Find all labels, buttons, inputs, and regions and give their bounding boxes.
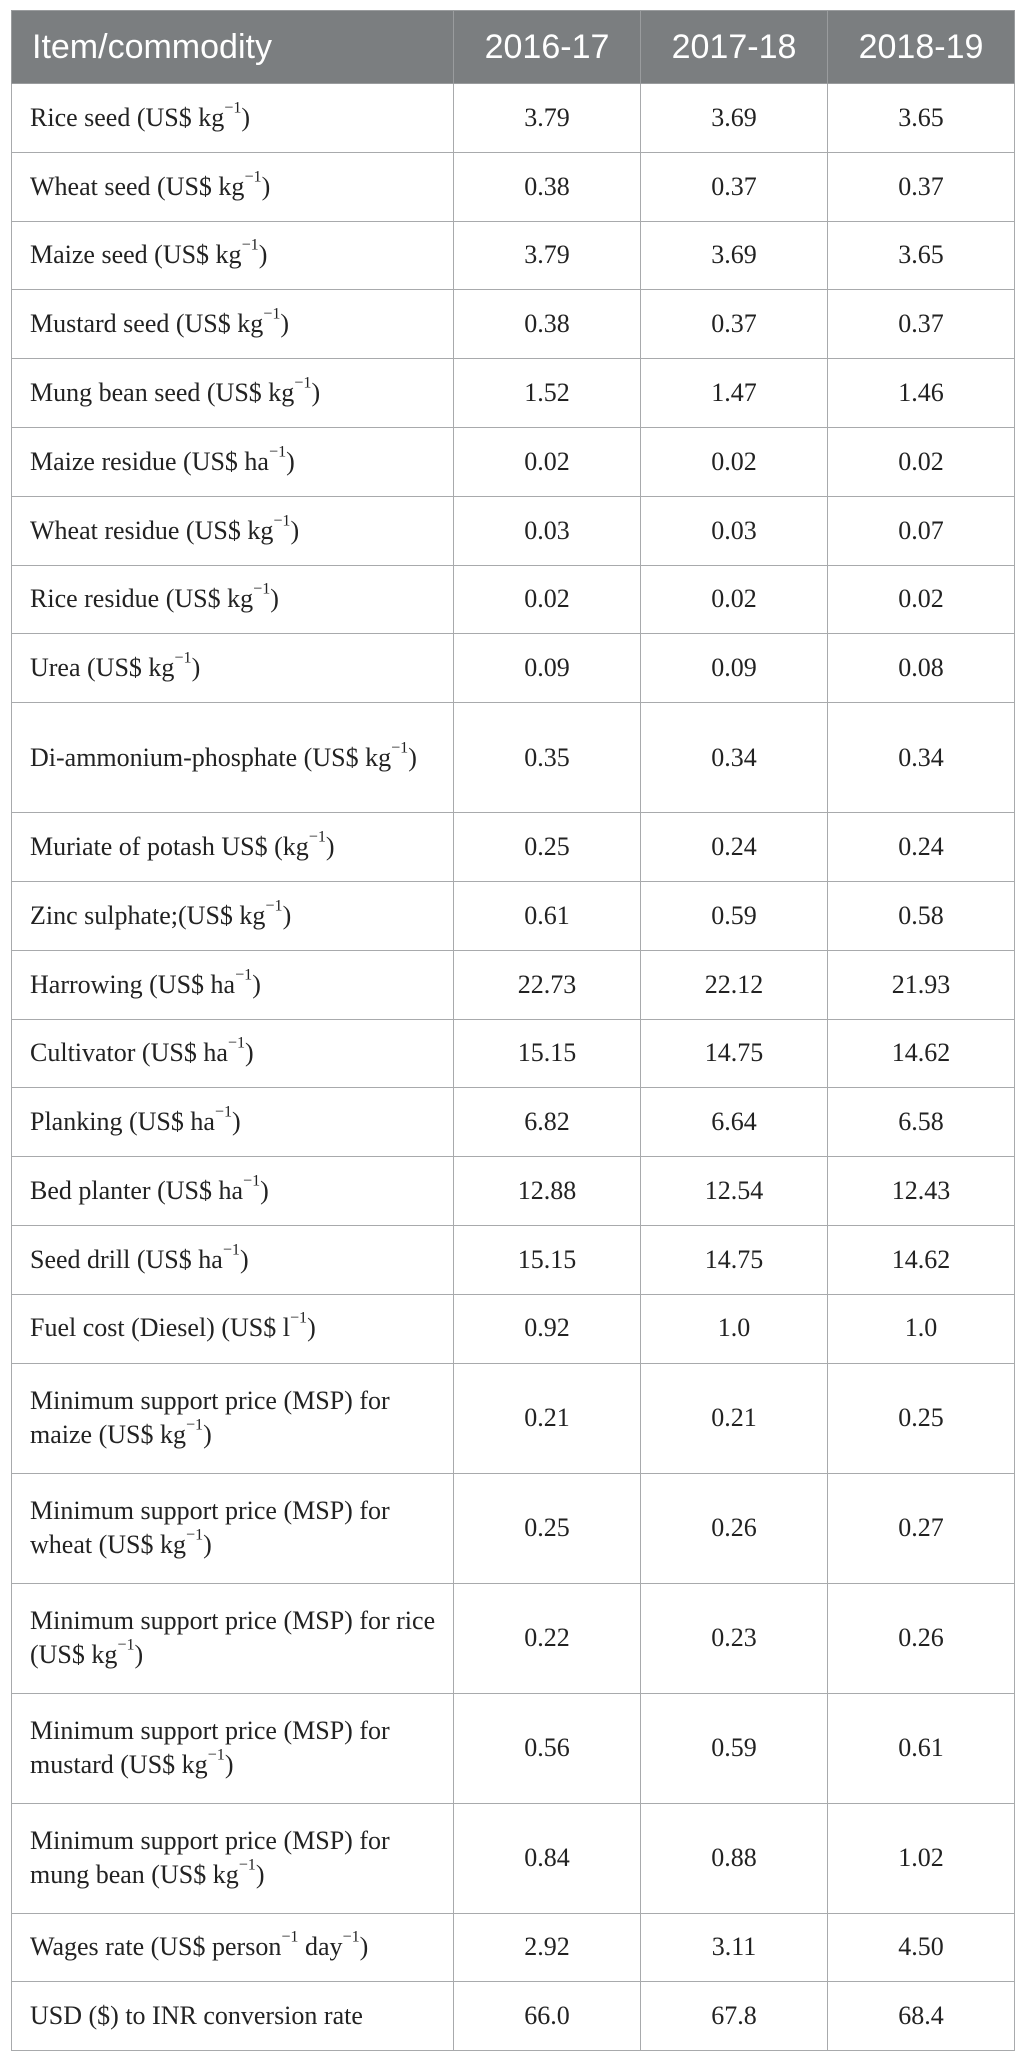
cell-value-2018-19: 14.62 — [828, 1019, 1015, 1088]
table-row — [12, 1913, 1015, 1982]
unit-exponent: −1 — [289, 1309, 308, 1327]
item-text: Wheat residue (US$ kg — [30, 515, 274, 545]
cell-value-2018-19: 0.27 — [828, 1473, 1015, 1583]
cell-value-2017-18: 3.69 — [641, 84, 828, 153]
table-body — [12, 84, 1015, 2051]
item-text: Zinc sulphate;(US$ kg — [30, 900, 266, 930]
cell-value-2016-17: 0.03 — [454, 496, 641, 565]
unit-exponent: −1 — [235, 965, 253, 983]
cell-item — [12, 1019, 454, 1088]
cell-value-2016-17: 0.84 — [454, 1803, 641, 1913]
table-header — [12, 11, 1015, 84]
cell-value-2017-18: 0.24 — [641, 813, 828, 882]
unit-exponent: −1 — [224, 99, 242, 117]
cell-item — [12, 634, 454, 703]
cell-value-2016-17: 0.92 — [454, 1294, 641, 1363]
cell-value-2017-18: 0.37 — [641, 290, 828, 359]
commodity-price-table — [11, 10, 1015, 2051]
cell-value-2016-17: 0.09 — [454, 634, 641, 703]
table-row — [12, 703, 1015, 813]
cell-value-2017-18: 3.69 — [641, 221, 828, 290]
cell-value-2017-18: 1.47 — [641, 359, 828, 428]
cell-value-2017-18: 0.23 — [641, 1583, 828, 1693]
table-row — [12, 1583, 1015, 1693]
cell-value-2018-19: 0.02 — [828, 427, 1015, 496]
item-text: ) — [258, 240, 268, 270]
table-row — [12, 152, 1015, 221]
table-row — [12, 359, 1015, 428]
item-text: ) — [224, 1750, 234, 1780]
unit-exponent: −1 — [238, 1856, 256, 1874]
item-text: day — [298, 1932, 343, 1962]
table-row — [12, 1294, 1015, 1363]
item-text: ) — [203, 1530, 212, 1560]
cell-value-2016-17: 66.0 — [454, 1982, 641, 2051]
unit-exponent: −1 — [268, 443, 287, 461]
cell-item — [12, 881, 454, 950]
item-text: ) — [252, 969, 261, 999]
cell-value-2018-19: 68.4 — [828, 1982, 1015, 2051]
cell-value-2016-17: 3.79 — [454, 221, 641, 290]
cell-value-2018-19: 12.43 — [828, 1157, 1015, 1226]
cell-item — [12, 813, 454, 882]
item-text: ) — [241, 102, 251, 132]
unit-exponent: −1 — [308, 828, 326, 846]
unit-exponent: −1 — [243, 1172, 261, 1190]
cell-value-2017-18: 0.02 — [641, 565, 828, 634]
table-row — [12, 1693, 1015, 1803]
unit-exponent: −1 — [241, 236, 259, 254]
item-text: USD ($) to INR conversion rate — [30, 2001, 363, 2031]
cell-value-2016-17: 0.25 — [454, 1473, 641, 1583]
unit-exponent: −1 — [185, 1416, 204, 1434]
cell-value-2017-18: 67.8 — [641, 1982, 828, 2051]
item-text: ) — [290, 515, 300, 545]
cell-value-2018-19: 21.93 — [828, 950, 1015, 1019]
table-row — [12, 881, 1015, 950]
header-row — [12, 11, 1015, 84]
table-row — [12, 496, 1015, 565]
item-text: Cultivator (US$ ha — [30, 1038, 228, 1068]
cell-value-2016-17: 0.25 — [454, 813, 641, 882]
item-text: Wheat seed (US$ kg — [30, 171, 245, 201]
table-row — [12, 1982, 1015, 2051]
unit-exponent: −1 — [174, 649, 192, 667]
item-text: Minimum support price (MSP) for wheat (US$ kg — [30, 1495, 390, 1560]
item-text: ) — [191, 653, 201, 683]
cell-value-2017-18: 14.75 — [641, 1019, 828, 1088]
cell-item — [12, 1693, 454, 1803]
unit-exponent: −1 — [273, 511, 291, 529]
item-text: ) — [203, 1420, 212, 1450]
cell-value-2017-18: 0.59 — [641, 1693, 828, 1803]
table-row — [12, 1157, 1015, 1226]
table-row — [12, 290, 1015, 359]
table-row — [12, 1225, 1015, 1294]
cell-value-2017-18: 6.64 — [641, 1088, 828, 1157]
cell-item — [12, 1913, 454, 1982]
cell-value-2016-17: 0.02 — [454, 565, 641, 634]
item-text: Minimum support price (MSP) for rice (US$ kg — [30, 1605, 436, 1670]
table-container — [11, 10, 1015, 2051]
cell-item — [12, 1982, 454, 2051]
item-text: Rice residue (US$ kg — [30, 584, 254, 614]
item-text: Bed planter (US$ ha — [30, 1175, 244, 1205]
item-text: Muriate of potash US$ (kg — [30, 831, 309, 861]
table-row — [12, 1019, 1015, 1088]
cell-value-2017-18: 0.37 — [641, 152, 828, 221]
table-row — [12, 1473, 1015, 1583]
cell-value-2016-17: 12.88 — [454, 1157, 641, 1226]
cell-value-2016-17: 0.35 — [454, 703, 641, 813]
item-text: Minimum support price (MSP) for mung bean (US$ kg — [30, 1825, 390, 1890]
unit-exponent: −1 — [214, 1103, 233, 1121]
table-row — [12, 1088, 1015, 1157]
unit-exponent: −1 — [185, 1526, 204, 1544]
cell-value-2017-18: 0.34 — [641, 703, 828, 813]
item-text: ) — [325, 831, 335, 861]
cell-value-2018-19: 0.37 — [828, 152, 1015, 221]
table-row — [12, 1803, 1015, 1913]
table-row — [12, 565, 1015, 634]
cell-value-2016-17: 0.56 — [454, 1693, 641, 1803]
table-row — [12, 1363, 1015, 1473]
cell-value-2017-18: 0.88 — [641, 1803, 828, 1913]
item-text: ) — [408, 742, 417, 772]
cell-value-2018-19: 6.58 — [828, 1088, 1015, 1157]
cell-value-2018-19: 0.34 — [828, 703, 1015, 813]
item-text: Mung bean seed (US$ kg — [30, 377, 295, 407]
cell-item — [12, 221, 454, 290]
table-row — [12, 634, 1015, 703]
cell-value-2016-17: 0.38 — [454, 290, 641, 359]
table-row — [12, 950, 1015, 1019]
cell-value-2016-17: 0.38 — [454, 152, 641, 221]
table-row — [12, 84, 1015, 153]
item-text: Minimum support price (MSP) for maize (US$ kg — [30, 1385, 390, 1450]
cell-item — [12, 565, 454, 634]
cell-item — [12, 703, 454, 813]
item-text: Urea (US$ kg — [30, 653, 175, 683]
item-text: ) — [307, 1313, 316, 1343]
item-text: Maize seed (US$ kg — [30, 240, 242, 270]
item-text: Maize residue (US$ ha — [30, 446, 269, 476]
cell-value-2018-19: 3.65 — [828, 221, 1015, 290]
cell-value-2018-19: 1.02 — [828, 1803, 1015, 1913]
cell-value-2017-18: 0.26 — [641, 1473, 828, 1583]
cell-value-2016-17: 0.61 — [454, 881, 641, 950]
unit-exponent: −1 — [391, 738, 409, 756]
item-text: ) — [134, 1640, 144, 1670]
cell-item — [12, 290, 454, 359]
item-text: Planking (US$ ha — [30, 1107, 215, 1137]
item-text: ) — [270, 584, 279, 614]
item-text: Wages rate (US$ person — [30, 1932, 282, 1962]
cell-item — [12, 152, 454, 221]
cell-value-2016-17: 0.22 — [454, 1583, 641, 1693]
cell-value-2018-19: 1.0 — [828, 1294, 1015, 1363]
cell-value-2016-17: 2.92 — [454, 1913, 641, 1982]
cell-value-2018-19: 0.25 — [828, 1363, 1015, 1473]
cell-item — [12, 1157, 454, 1226]
cell-value-2016-17: 0.21 — [454, 1363, 641, 1473]
cell-value-2017-18: 22.12 — [641, 950, 828, 1019]
cell-item — [12, 1088, 454, 1157]
cell-value-2016-17: 6.82 — [454, 1088, 641, 1157]
item-text: ) — [245, 1038, 254, 1068]
table-row — [12, 221, 1015, 290]
item-text: ) — [282, 900, 292, 930]
cell-value-2018-19: 0.37 — [828, 290, 1015, 359]
cell-value-2017-18: 12.54 — [641, 1157, 828, 1226]
cell-item — [12, 1473, 454, 1583]
cell-item — [12, 950, 454, 1019]
header-year-2018-19: 2018-19 — [828, 11, 1015, 84]
cell-value-2018-19: 0.02 — [828, 565, 1015, 634]
cell-item — [12, 427, 454, 496]
cell-value-2018-19: 0.08 — [828, 634, 1015, 703]
item-text: ) — [261, 171, 271, 201]
cell-item — [12, 1803, 454, 1913]
table-row — [12, 813, 1015, 882]
unit-exponent: −1 — [342, 1928, 360, 1946]
cell-value-2016-17: 15.15 — [454, 1225, 641, 1294]
cell-value-2018-19: 3.65 — [828, 84, 1015, 153]
cell-value-2017-18: 3.11 — [641, 1913, 828, 1982]
cell-item — [12, 1294, 454, 1363]
item-text: Minimum support price (MSP) for mustard (US$ kg — [30, 1715, 390, 1780]
unit-exponent: −1 — [294, 374, 312, 392]
item-text: Seed drill (US$ ha — [30, 1244, 223, 1274]
item-text: ) — [232, 1107, 241, 1137]
item-text: ) — [239, 1244, 249, 1274]
cell-value-2017-18: 1.0 — [641, 1294, 828, 1363]
cell-value-2018-19: 0.58 — [828, 881, 1015, 950]
header-year-2016-17: 2016-17 — [454, 11, 641, 84]
unit-exponent: −1 — [281, 1928, 299, 1946]
cell-value-2016-17: 22.73 — [454, 950, 641, 1019]
unit-exponent: −1 — [265, 897, 283, 915]
cell-item — [12, 1225, 454, 1294]
cell-item — [12, 1583, 454, 1693]
cell-item — [12, 359, 454, 428]
unit-exponent: −1 — [244, 167, 262, 185]
cell-value-2017-18: 0.59 — [641, 881, 828, 950]
cell-value-2018-19: 4.50 — [828, 1913, 1015, 1982]
cell-value-2016-17: 3.79 — [454, 84, 641, 153]
item-text: Mustard seed (US$ kg — [30, 309, 264, 339]
cell-value-2017-18: 0.09 — [641, 634, 828, 703]
item-text: ) — [311, 377, 321, 407]
cell-value-2017-18: 0.02 — [641, 427, 828, 496]
table-row — [12, 427, 1015, 496]
item-text: Rice seed (US$ kg — [30, 102, 225, 132]
item-text: Fuel cost (Diesel) (US$ l — [30, 1313, 290, 1343]
unit-exponent: −1 — [117, 1636, 135, 1654]
cell-value-2016-17: 15.15 — [454, 1019, 641, 1088]
cell-item — [12, 496, 454, 565]
item-text: ) — [286, 446, 295, 476]
cell-value-2018-19: 14.62 — [828, 1225, 1015, 1294]
cell-value-2017-18: 0.03 — [641, 496, 828, 565]
unit-exponent: −1 — [263, 305, 281, 323]
item-text: ) — [359, 1932, 369, 1962]
unit-exponent: −1 — [207, 1746, 225, 1764]
cell-value-2018-19: 1.46 — [828, 359, 1015, 428]
cell-value-2016-17: 1.52 — [454, 359, 641, 428]
item-text: ) — [255, 1860, 265, 1890]
item-text: Harrowing (US$ ha — [30, 969, 236, 999]
cell-value-2018-19: 0.07 — [828, 496, 1015, 565]
item-text: Di-ammonium-phosphate (US$ kg — [30, 742, 392, 772]
cell-value-2018-19: 0.24 — [828, 813, 1015, 882]
header-item-commodity: Item/commodity — [12, 11, 454, 84]
cell-value-2018-19: 0.26 — [828, 1583, 1015, 1693]
unit-exponent: −1 — [222, 1241, 240, 1258]
cell-value-2018-19: 0.61 — [828, 1693, 1015, 1803]
cell-value-2017-18: 0.21 — [641, 1363, 828, 1473]
item-text: ) — [280, 309, 290, 339]
cell-value-2016-17: 0.02 — [454, 427, 641, 496]
header-year-2017-18: 2017-18 — [641, 11, 828, 84]
unit-exponent: −1 — [227, 1034, 246, 1052]
cell-item — [12, 84, 454, 153]
cell-value-2017-18: 14.75 — [641, 1225, 828, 1294]
cell-item — [12, 1363, 454, 1473]
item-text: ) — [260, 1175, 269, 1205]
unit-exponent: −1 — [253, 580, 271, 598]
